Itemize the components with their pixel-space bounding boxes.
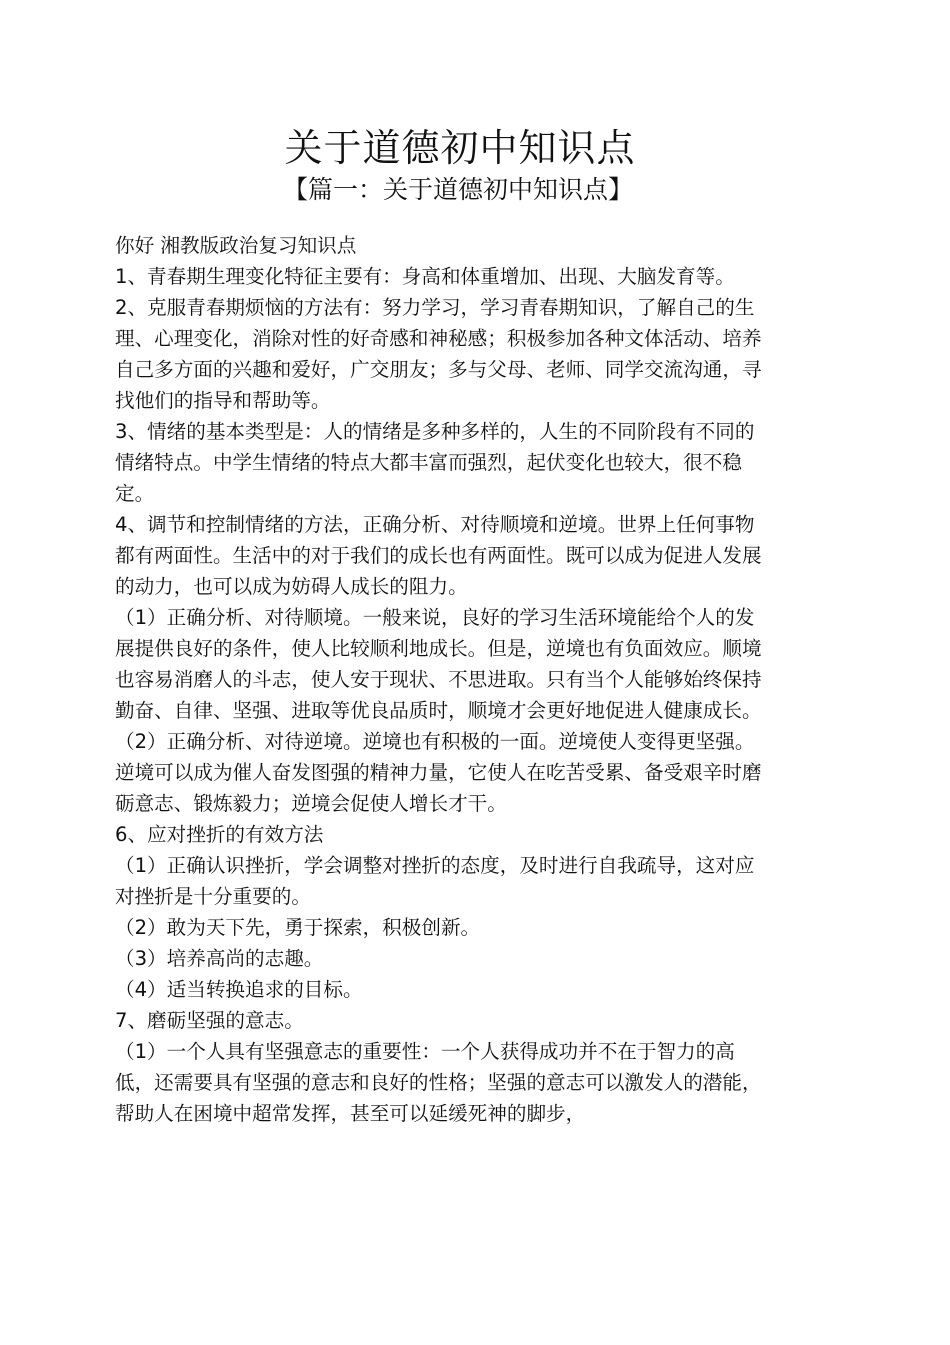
paragraph-item-6-4: （4）适当转换追求的目标。: [115, 978, 363, 1001]
paragraph-item-1: 1、青春期生理变化特征主要有：身高和体重增加、出现、大脑发育等。: [115, 265, 735, 288]
paragraph-item-6-3: （3）培养高尚的志趣。: [115, 947, 324, 970]
paragraph-item-7-1: （1）一个人具有坚强意志的重要性：一个人获得成功并不在于智力的高低，还需要具有坚强的意志和良好的性格；坚强的意志可以激发人的潜能，帮助人在困境中超常发挥，甚至可以延缓死神的脚步，: [115, 1040, 762, 1125]
document-title: 关于道德初中知识点: [284, 126, 636, 170]
paragraph-item-4: 4、调节和控制情绪的方法，正确分析、对待顺境和逆境。世界上任何事物都有两面性。生活中的对于我们的成长也有两面性。既可以成为促进人发展的动力，也可以成为妨碍人成长的阻力。: [115, 513, 762, 598]
paragraph-item-4-1: （1）正确分析、对待顺境。一般来说，良好的学习生活环境能给个人的发展提供良好的条件，使人比较顺利地成长。但是，逆境也有负面效应。顺境也容易消磨人的斗志，使人安于现状、不思进取。只有当个人能够始终保持勤奋、自律、坚强、进取等优良品质时，顺境才会更好地促进人健康成长。: [115, 606, 762, 722]
document-subtitle: 【篇一：关于道德初中知识点】: [282, 175, 633, 204]
paragraph-item-6-2: （2）敢为天下先，勇于探索，积极创新。: [115, 916, 481, 939]
paragraph-item-3: 3、情绪的基本类型是：人的情绪是多种多样的，人生的不同阶段有不同的情绪特点。中学生情绪的特点大都丰富而强烈，起伏变化也较大，很不稳定。: [115, 420, 755, 505]
paragraph-item-6-1: （1）正确认识挫折，学会调整对挫折的态度，及时进行自我疏导，这对应对挫折是十分重要的。: [115, 854, 755, 908]
document-body: [115, 230, 770, 1129]
paragraph-item-6: 6、应对挫折的有效方法: [115, 823, 324, 846]
paragraph-item-4-2: （2）正确分析、对待逆境。逆境也有积极的一面。逆境使人变得更坚强。逆境可以成为催人奋发图强的精神力量，它使人在吃苦受累、备受艰辛时磨砺意志、锻炼毅力；逆境会促使人增长才干。: [115, 730, 762, 815]
paragraph-intro: 你好 湘教版政治复习知识点: [115, 234, 357, 257]
paragraph-item-2: 2、克服青春期烦恼的方法有：努力学习，学习青春期知识，了解自己的生理、心理变化，消除对性的好奇感和神秘感；积极参加各种文体活动、培养自己多方面的兴趣和爱好，广交朋友；多与父母、老师、同学交流沟通，寻找他们的指导和帮助等。: [115, 296, 762, 412]
paragraph-item-7: 7、磨砺坚强的意志。: [115, 1009, 304, 1032]
